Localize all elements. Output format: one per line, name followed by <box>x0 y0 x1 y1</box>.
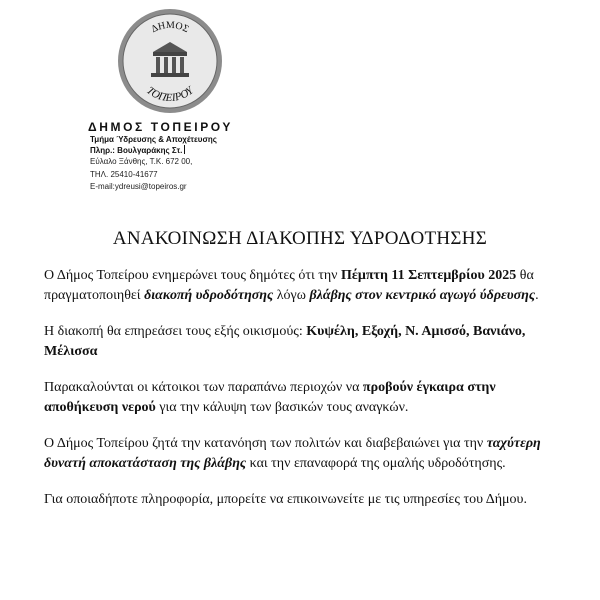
paragraph-date: Ο Δήμος Τοπείρου ενημερώνει τους δημότες ότι την Πέμπτη 11 Σεπτεμβρίου 2025 θα πραγματοποιηθεί διακοπή υδροδότησης λόγω βλάβης στον κεντρικό αγωγό ύδρευσης. <box>44 268 539 303</box>
interruption-date: Πέμπτη 11 Σεπτεμβρίου 2025 <box>341 268 517 283</box>
restoration-note: ταχύτερη δυνατή αποκατάσταση της βλάβης <box>44 436 541 471</box>
org-name: ΔΗΜΟΣ ΤΟΠΕΙΡΟΥ <box>88 120 234 134</box>
interruption-label: διακοπή υδροδότησης <box>144 288 274 303</box>
municipality-seal <box>115 6 225 116</box>
text-cursor <box>184 145 185 154</box>
letterhead <box>82 120 342 194</box>
advice-action: προβούν έγκαιρα στην αποθήκευση νερού <box>44 380 496 415</box>
interruption-cause: βλάβης στον κεντρικό αγωγό ύδρευσης <box>309 288 536 303</box>
paragraph-restoration: Ο Δήμος Τοπείρου ζητά την κατανόηση των πολιτών και διαβεβαιώνει για την ταχύτερη δυνατή αποκατάσταση της βλάβης και την επαναφορά της ομαλής υδροδότησης. <box>44 436 541 471</box>
phone: ΤΗΛ. 25410-41677 <box>90 169 158 179</box>
address: Εύλαλο Ξάνθης, Τ.Κ. 672 00, <box>90 157 193 166</box>
paragraph-contact: Για οποιαδήποτε πληροφορία, μπορείτε να επικοινωνείτε με τις υπηρεσίες του Δήμου. <box>44 492 527 507</box>
seal-bottom-text: ΤΟΠΕΙΡΟΥ <box>144 84 196 105</box>
contact-person: Πληρ.: Βουλγαράκης Στ. <box>90 145 342 156</box>
paragraph-advice: Παρακαλούνται οι κάτοικοι των παραπάνω περιοχών να προβούν έγκαιρα στην αποθήκευση νερού για την κάλυψη των βασικών τους αναγκών. <box>44 380 496 415</box>
affected-settlements: Κυψέλη, Εξοχή, Ν. Αμισσό, Βανιάνο, Μέλισσα <box>44 324 526 359</box>
temple-seal-icon <box>115 6 225 116</box>
announcement-title: ΑΝΑΚΟΙΝΩΣΗ ΔΙΑΚΟΠΗΣ ΥΔΡΟΔΟΤΗΣΗΣ <box>112 228 488 249</box>
paragraph-settlements: Η διακοπή θα επηρεάσει τους εξής οικισμούς: Κυψέλη, Εξοχή, Ν. Αμισσό, Βανιάνο, Μέλισσα <box>44 324 526 359</box>
department: Τμήμα Ύδρευσης & Αποχέτευσης <box>90 135 217 144</box>
email: E-mail:ydreusi@topeiros.gr <box>90 182 187 191</box>
announcement-body <box>44 266 564 526</box>
seal-top-text: ΔΗΜΟΣ <box>149 19 191 36</box>
